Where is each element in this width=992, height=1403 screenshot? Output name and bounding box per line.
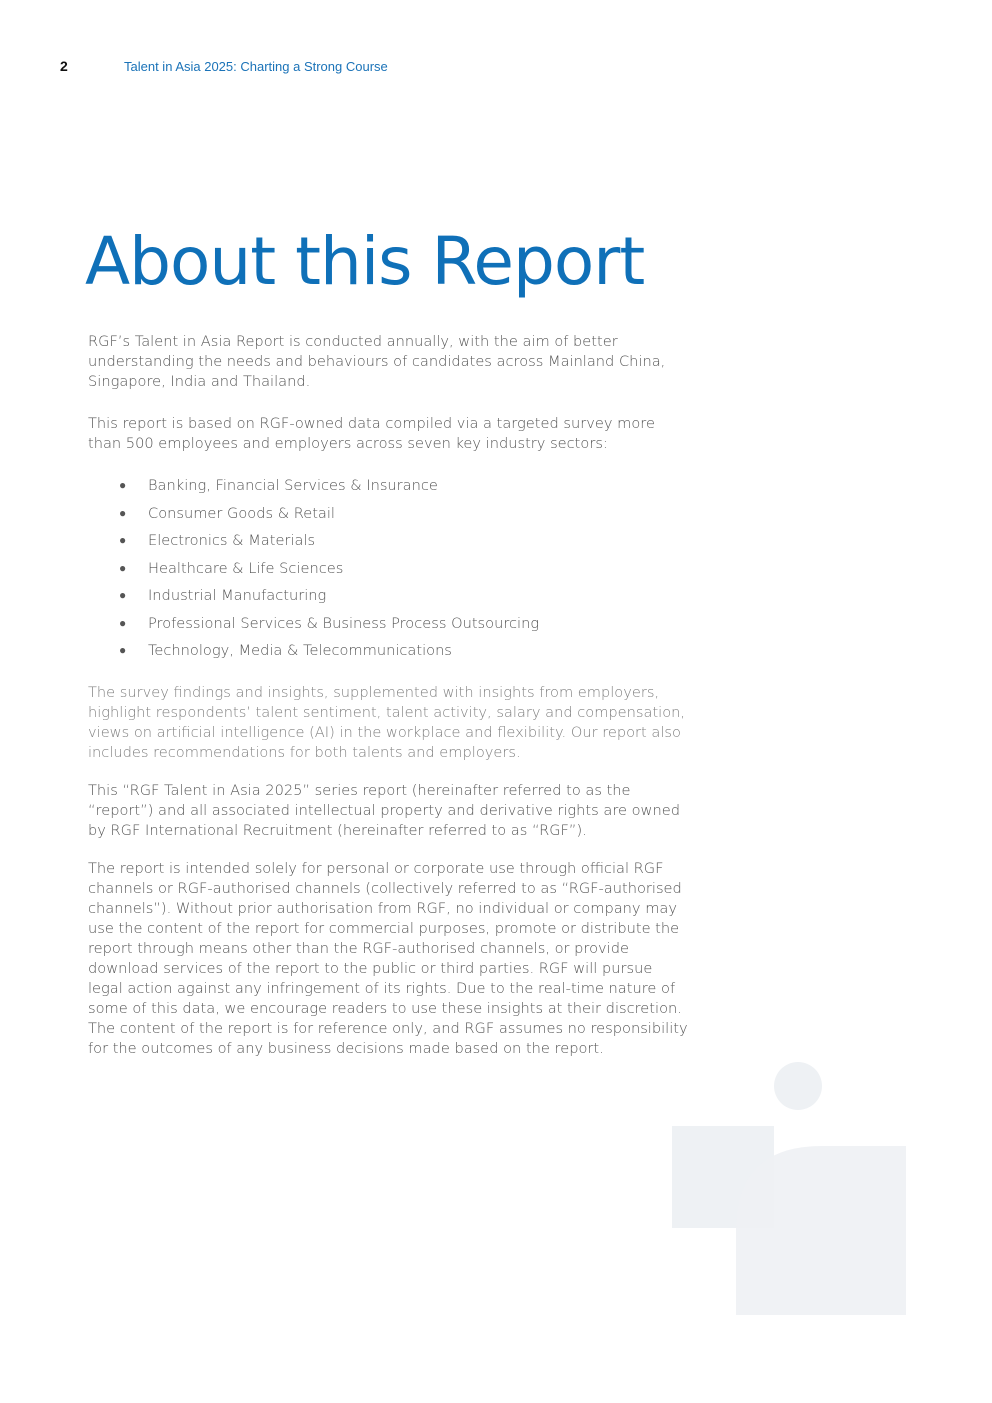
- findings-paragraph: The survey findings and insights, supplemented with insights from employers, highlight respondents’ talent sentiment, talent activity, salary and compensation, views on artificial intelligence (AI) in the workplace and flexibility. Our report also includes recommendations for both talents and employers.: [88, 683, 686, 761]
- bullet-icon: ●: [119, 643, 127, 657]
- page-header: [60, 56, 388, 76]
- intro-paragraph: RGF’s Talent in Asia Report is conducted annually, with the aim of better understanding the needs and behaviours of candidates across Mainland China, Singapore, India and Thailand.: [88, 333, 666, 390]
- decor-circle: [774, 1062, 822, 1110]
- sector-label: Technology, Media & Telecommunications: [148, 642, 452, 659]
- page-title: About this Report: [85, 223, 645, 300]
- decorative-graphic: [672, 1060, 912, 1320]
- basis-paragraph: This report is based on RGF-owned data compiled via a targeted survey more than 500 employees and employers across seven key industry sectors:: [88, 415, 655, 452]
- sector-label: Industrial Manufacturing: [148, 587, 327, 604]
- list-item: [88, 527, 688, 555]
- bullet-icon: ●: [119, 533, 127, 547]
- list-item: [88, 610, 688, 638]
- sector-list: [88, 472, 688, 665]
- usage-paragraph: The report is intended solely for personal or corporate use through official RGF channels or RGF-authorised channels (collectively referred to as “RGF-authorised channels”). Without prior authorisation from RGF, no individual or company may use the content of the report for commercial purposes, promote or distribute the report through means other than the RGF-authorised channels, or provide download services of the report to the public or third parties. RGF will pursue legal action against any infringement of its rights. Due to the real-time nature of some of this data, we encourage readers to use these insights at their discretion. The content of the report is for reference only, and RGF assumes no responsibility for the outcomes of any business decisions made based on the report.: [88, 859, 688, 1057]
- list-item: [88, 472, 688, 500]
- sector-label: Banking, Financial Services & Insurance: [148, 477, 438, 494]
- running-title: Talent in Asia 2025: Charting a Strong Course: [124, 58, 388, 74]
- decor-rounded-block: [736, 1146, 906, 1315]
- sector-label: Electronics & Materials: [148, 532, 316, 549]
- page-number: 2: [60, 58, 68, 74]
- bullet-icon: ●: [119, 560, 127, 575]
- sector-label: Healthcare & Life Sciences: [148, 559, 344, 577]
- list-item: [88, 637, 688, 665]
- bullet-icon: ●: [119, 588, 127, 602]
- report-body: [88, 332, 688, 1059]
- bullet-icon: ●: [119, 615, 127, 630]
- list-item: [88, 500, 688, 528]
- list-item: [88, 555, 688, 583]
- list-item: [88, 582, 688, 610]
- ownership-paragraph: This “RGF Talent in Asia 2025” series report (hereinafter referred to as the “report”) and all associated intellectual property and derivative rights are owned by RGF International Recruitment (hereinafter referred to as “RGF”).: [88, 781, 680, 839]
- sector-label: Professional Services & Business Process Outsourcing: [148, 614, 540, 632]
- bullet-icon: ●: [119, 505, 127, 520]
- bullet-icon: ●: [119, 478, 127, 492]
- sector-label: Consumer Goods & Retail: [148, 504, 335, 522]
